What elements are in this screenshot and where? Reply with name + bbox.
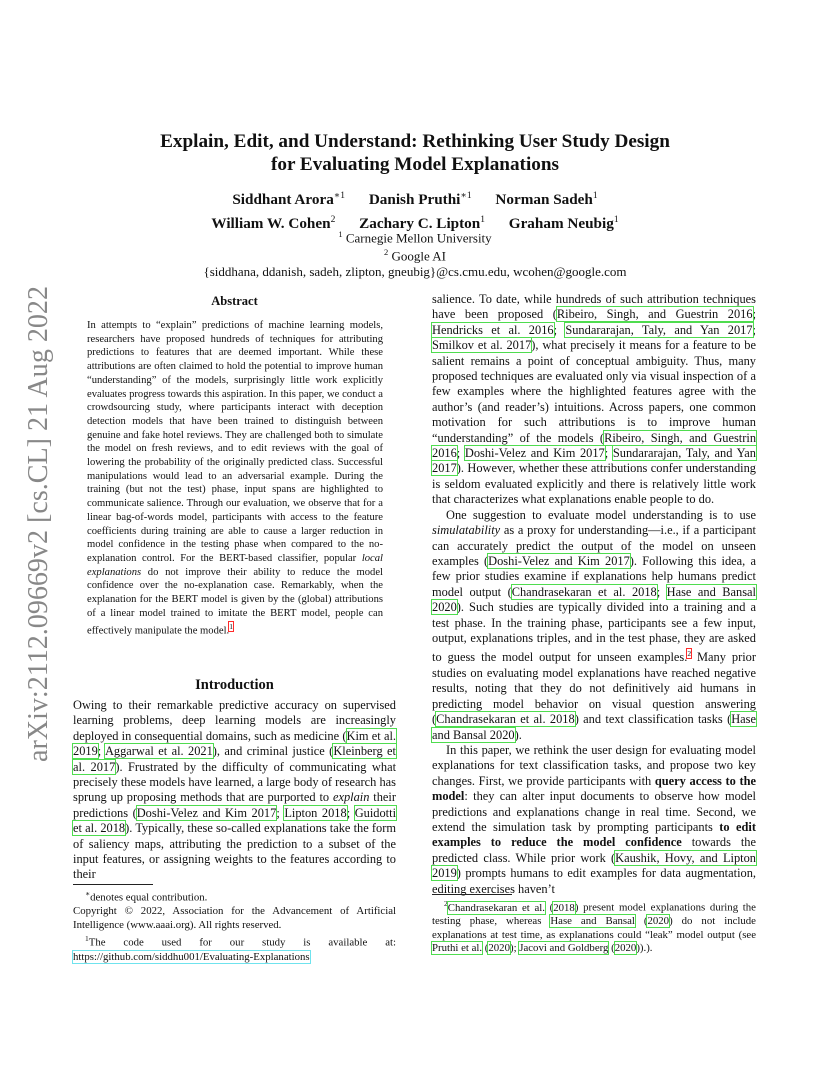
citation-link[interactable]: Kim et al. 2019 — [73, 728, 396, 759]
citation-link[interactable]: Kleinberg et al. 2017 — [73, 744, 396, 774]
citation-link[interactable]: 2018 — [553, 901, 575, 914]
citation-link[interactable]: Chandrasekaran et al. 2018 — [511, 584, 657, 599]
footnote-rule-right — [432, 894, 512, 895]
introduction-text: Owing to their remarkable predictive accuracy on supervised learning problems, deep learning models are increasingly deployed in consequential domains, such as medicine (Kim et al. 2019; Aggarwal et al. 2021), and criminal justice (Kleinberg et al. 2017). Frustrated by the difficulty of communicating what precisely these models have learned, a large body of research has sprung up proposing methods that are purported to explain their predictions (Doshi-Velez and Kim 2017; Lipton 2018; Guidotti et al. 2018). Typically, these so-called explanations take the form of saliency maps, attributing the prediction to a subset of the input features, or assigning weights to the features according to their — [73, 698, 397, 882]
citation-link[interactable]: Doshi-Velez and Kim 2017 — [488, 553, 630, 568]
citation-link[interactable]: Doshi-Velez and Kim 2017 — [464, 446, 605, 461]
citation-link[interactable]: Hendricks et al. 2016 — [432, 322, 554, 337]
author-emails: {siddhana, ddanish, sadeh, zlipton, gneubig}@cs.cmu.edu, wcohen@google.com — [203, 263, 627, 279]
paragraph: One suggestion to evaluate model understanding is to use simulatability as a proxy for understanding—i.e., if a participant can accurately predict the output of the model on unseen examples (Doshi-Velez and Kim 2017). Following this idea, a few prior studies examine if explanations help humans predict model output (Chandrasekaran et al. 2018; Hase and Bansal 2020). Such studies are typically divided into a training and a test phase. In the training phase, participants see a few input, output, explanations triples, and in the test phase, they are asked to guess the model output for unseen examples.$^2$ Many prior studies on evaluating model explanations have reached negative results, noting that they do not definitively aid humans in predicting model behavior on visual question answering (Chandrasekaran et al. 2018) and text classification tasks (Hase and Bansal 2020). — [432, 507, 756, 742]
citation-link[interactable]: Hase and Bansal 2020 — [432, 584, 756, 615]
citation-link[interactable]: Ribeiro, Singh, and Guestrin 2016 — [556, 307, 753, 322]
author-row-1 — [100, 186, 730, 210]
footnote: $^2$Chandrasekaran et al. (2018) present model explanations during the testing phase, whereas Hase and Bansal (2020) do not include explanations at test time, as explanations could “leak” model output (see Pruthi et al. (2020); Jacovi and Goldberg (2020)).). — [432, 899, 756, 955]
author: Zachary C. Lipton$^1$ — [359, 215, 485, 233]
footnote-ref[interactable]: 2 — [687, 649, 692, 659]
citation-link[interactable]: 2020 — [647, 915, 670, 928]
abstract-heading: Abstract — [211, 294, 258, 308]
introduction-heading: Introduction — [195, 677, 274, 693]
paragraph: In this paper, we rethink the user design for evaluating model explanations for text classification tasks, and propose two key changes. First, we provide participants with query access to the model: they can alter input documents to observe how model predictions and explanations change in real time. Second, we extend the simulation task by prompting participants to edit examples to reduce the model confidence towards the predicted class. While prior work (Kaushik, Hovy, and Lipton 2019) prompts humans to edit examples for data augmentation, editing exercises haven’t — [432, 742, 756, 896]
citation-link[interactable]: Chandrasekaran et al. 2018 — [436, 712, 575, 727]
affiliations — [100, 227, 730, 279]
citation-link[interactable]: Hase and Bansal — [550, 915, 635, 928]
citation-link[interactable]: Lipton 2018 — [284, 805, 347, 820]
title-line-2: for Evaluating Model Explanations — [270, 154, 560, 175]
affiliation-2: $^2$ Google AI — [383, 247, 447, 264]
affiliation-1: $^1$ Carnegie Mellon University — [338, 229, 492, 246]
author: Norman Sadeh$^1$ — [495, 191, 598, 209]
citation-link[interactable]: Smilkov et al. 2017 — [432, 338, 532, 353]
citation-link[interactable]: 2020 — [488, 942, 510, 955]
citation-link[interactable]: Chandrasekaran et al. — [447, 901, 545, 914]
citation-link[interactable]: 2020 — [614, 942, 637, 955]
footnote-rule-left — [73, 884, 153, 885]
github-url-link[interactable]: https://github.com/siddhu001/Evaluating-Explanations — [73, 950, 310, 963]
author: Danish Pruthi$^{∗1}$ — [368, 191, 472, 209]
paper-title — [100, 130, 730, 176]
citation-link[interactable]: Ribeiro, Singh, and Guestrin 2016 — [432, 430, 757, 461]
footnote: $^1$The code used for our study is available at: https://github.com/siddhu001/Evaluating-Explanations — [73, 934, 396, 963]
arxiv-stamp-svg — [20, 283, 54, 765]
author: Siddhant Arora$^{∗1}$ — [232, 191, 346, 209]
citation-link[interactable]: Jacovi and Goldberg — [519, 942, 609, 955]
author: William W. Cohen$^2$ — [211, 215, 336, 233]
citation-link[interactable]: Pruthi et al. — [432, 942, 483, 955]
citation-link[interactable]: Sundararajan, Taly, and Yan 2017 — [565, 322, 753, 337]
footnote: ∗denotes equal contribution. — [85, 889, 208, 904]
citation-link[interactable]: Sundararajan, Taly, and Yan 2017 — [432, 446, 756, 476]
abstract-text: In attempts to “explain” predictions of machine learning models, researchers have proposed hundreds of techniques for attributing predictions to features that are deemed important. While these attributions are often claimed to hold the potential to improve human “understanding” of the models, surprisingly little work explicitly evaluates progress towards this aspiration. In this paper, we conduct a crowdsourcing study, where participants interact with deception detection models that have been trained to distinguish between genuine and fake hotel reviews. They are challenged both to simulate the model on fresh reviews, and to edit reviews with the goal of lowering the probability of the originally predicted class. Successful manipulations would lead to an adversarial example. During the training (but not the test) phase, input spans are highlighted to communicate salience. Through our evaluation, we observe that for a linear bag-of-words model, participants with access to the feature coefficients during training are able to cause a larger reduction in model confidence in the testing phase when compared to the no-explanation control. For the BERT-based classifier, popular local explanations do not improve their ability to reduce the model confidence over the no-explanation case. Remarkably, when the explanation for the BERT model is given by the (global) attributions of a linear model trained to imitate the BERT model, people can effectively manipulate the model.$^1$ — [87, 320, 383, 637]
footnotes-right — [432, 897, 756, 956]
paragraph: salience. To date, while hundreds of such attribution techniques have been proposed (Ribeiro, Singh, and Guestrin 2016; Hendricks et al. 2016; Sundararajan, Taly, and Yan 2017; Smilkov et al. 2017), what precisely it means for a feature to be salient remains a point of conceptual ambiguity. Thus, many proposed techniques are evaluated only via visual inspection of a few examples where the highlighted features agree with the author’s (and reader’s) intuitions. Across papers, one common motivation for such attributions is to improve human “understanding” of the models (Ribeiro, Singh, and Guestrin 2016; Doshi-Velez and Kim 2017; Sundararajan, Taly, and Yan 2017). However, whether these attributions confer understanding is seldom evaluated explicitly and there is relatively little work that characterizes what explanations enable people to do. — [432, 292, 757, 507]
copyright-notice: Copyright © 2022, Association for the Advancement of Artificial Intelligence (www.aaai.org). All rights reserved. — [73, 905, 396, 931]
citation-link[interactable]: Aggarwal et al. 2021 — [104, 744, 213, 759]
citation-link[interactable]: Doshi-Velez and Kim 2017 — [136, 805, 277, 820]
footnotes-left — [73, 887, 396, 964]
arxiv-stamp — [20, 283, 54, 765]
author: Graham Neubig$^1$ — [508, 215, 619, 233]
citation-link[interactable]: Hase and Bansal 2020 — [432, 712, 756, 742]
arxiv-id: arXiv:2112.09669v2 [cs.CL] 21 Aug 2022 — [23, 287, 54, 762]
title-line-1: Explain, Edit, and Understand: Rethinking User Study Design — [160, 131, 670, 152]
citation-link[interactable]: Kaushik, Hovy, and Lipton 2019 — [432, 850, 756, 881]
right-column-text — [432, 292, 756, 897]
citation-link[interactable]: Guidotti et al. 2018 — [73, 805, 397, 836]
footnote-ref[interactable]: 1 — [229, 622, 233, 632]
